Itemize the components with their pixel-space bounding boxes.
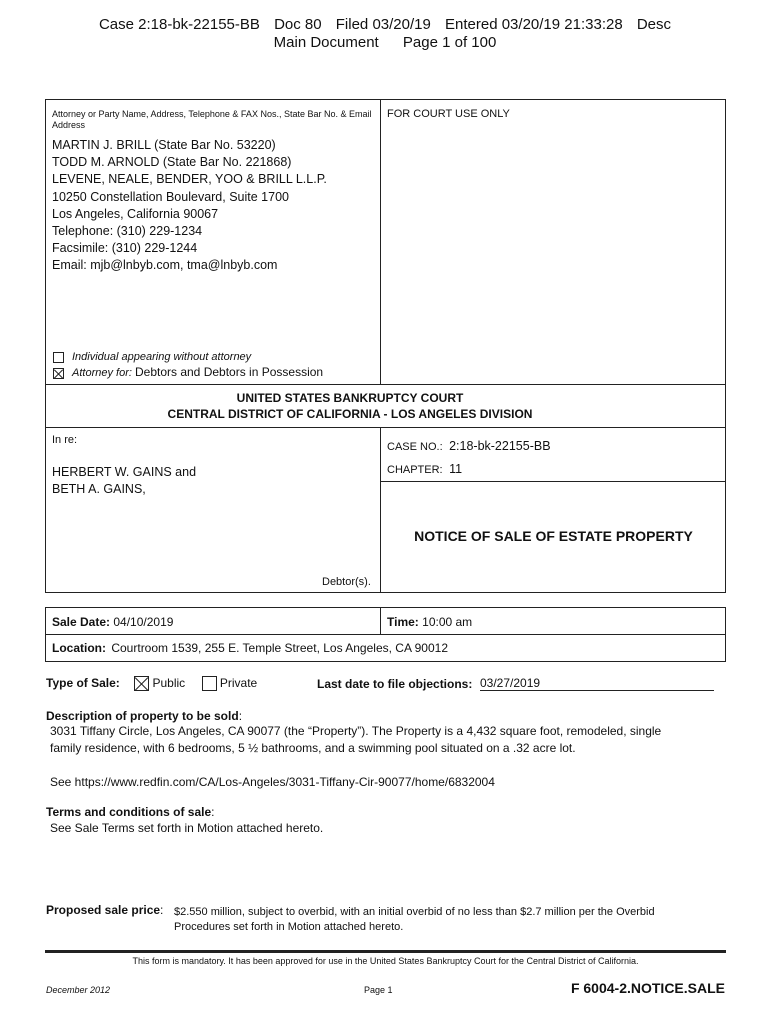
footer-rule — [45, 950, 726, 953]
attorney-line: TODD M. ARNOLD (State Bar No. 221868) — [52, 155, 292, 170]
sale-time-value: 10:00 am — [422, 615, 473, 629]
description-label: Description of property to be sold: — [46, 709, 243, 723]
page-count: Page 1 of 100 — [402, 34, 497, 51]
doc-number: Doc 80 — [274, 16, 322, 33]
page-header — [0, 16, 770, 52]
divider — [380, 481, 726, 482]
objections-date: 03/27/2019 — [480, 676, 714, 691]
attorney-option — [53, 365, 323, 379]
price-line-1: $2.550 million, subject to overbid, with an initial overbid of no less than $2.7 million per the Overbid — [174, 906, 655, 918]
divider — [45, 427, 726, 428]
chapter — [387, 460, 462, 478]
individual-option — [53, 351, 251, 363]
sale-date — [52, 615, 173, 629]
footer-date: December 2012 — [46, 985, 111, 995]
footer-form-number: F 6004-2.NOTICE.SALE — [570, 980, 725, 996]
divider — [380, 99, 381, 384]
location-value: Courtroom 1539, 255 E. Temple Street, Los Angeles, CA 90012 — [111, 641, 448, 655]
desc-label: Desc — [636, 16, 672, 33]
objections-deadline — [317, 677, 472, 691]
type-of-sale-label: Type of Sale: — [46, 676, 120, 690]
private-label: Private — [219, 676, 258, 690]
sale-time — [387, 615, 472, 629]
attorney-line: LEVENE, NEALE, BENDER, YOO & BRILL L.L.P. — [52, 172, 327, 187]
divider — [45, 384, 726, 385]
attorney-info — [52, 137, 377, 275]
terms-label-text: Terms and conditions of sale — [46, 805, 212, 819]
private-checkbox[interactable] — [202, 676, 217, 691]
sale-date-label: Sale Date: — [52, 615, 111, 629]
footer-mandatory: This form is mandatory. It has been approved for use in the United States Bankruptcy Court for the Central District of California. — [132, 956, 639, 966]
notice-title: NOTICE OF SALE OF ESTATE PROPERTY — [414, 528, 693, 544]
filed-date: Filed 03/20/19 — [335, 16, 431, 33]
public-checkbox[interactable] — [134, 676, 149, 691]
court-use-label: FOR COURT USE ONLY — [387, 108, 510, 120]
debtor-line-1: HERBERT W. GAINS and — [52, 465, 197, 479]
objections-label: Last date to file objections: — [317, 677, 473, 691]
sale-date-value: 04/10/2019 — [113, 615, 174, 629]
attorney-line: MARTIN J. BRILL (State Bar No. 53220) — [52, 138, 276, 152]
main-document-label: Main Document — [273, 34, 379, 51]
sale-location — [52, 641, 448, 655]
attorney-for-value: Debtors and Debtors in Possession — [134, 365, 324, 379]
divider — [380, 607, 381, 635]
case-number-header: Case 2:18-bk-22155-BB — [98, 16, 260, 33]
individual-checkbox[interactable] — [53, 352, 64, 363]
case-no-label: CASE NO.: — [387, 441, 443, 453]
price-label: Proposed sale price: — [46, 903, 164, 917]
location-label: Location: — [52, 641, 106, 655]
debtor-names — [52, 464, 196, 498]
footer-page: Page 1 — [364, 985, 393, 995]
attorney-label: Attorney or Party Name, Address, Telephone & FAX Nos., State Bar No. & Email Address — [52, 109, 372, 130]
description-text — [50, 723, 730, 757]
terms-label: Terms and conditions of sale: — [46, 805, 215, 819]
price-line-2: Procedures set forth in Motion attached hereto. — [174, 921, 404, 933]
attorney-line: Los Angeles, California 90067 — [52, 206, 219, 221]
terms-text: See Sale Terms set forth in Motion attached hereto. — [50, 821, 324, 835]
debtor-line-2: BETH A. GAINS, — [52, 482, 146, 496]
court-line-1: UNITED STATES BANKRUPTCY COURT — [236, 391, 464, 405]
divider — [45, 634, 726, 635]
court-line-2: CENTRAL DISTRICT OF CALIFORNIA - LOS ANGELES DIVISION — [167, 407, 533, 421]
attorney-line: 10250 Constellation Boulevard, Suite 1700 — [52, 189, 289, 204]
chapter-value: 11 — [449, 462, 463, 476]
attorney-line: Telephone: (310) 229-1234 — [52, 224, 203, 239]
attorney-line: Facsimile: (310) 229-1244 — [52, 241, 198, 256]
attorney-for-label: Attorney for: — [72, 367, 132, 379]
public-label: Public — [152, 676, 186, 690]
individual-label: Individual appearing without attorney — [72, 351, 252, 363]
attorney-line: Email: mjb@lnbyb.com, tma@lnbyb.com — [52, 258, 278, 273]
case-no-value: 2:18-bk-22155-BB — [449, 439, 551, 453]
description-label-text: Description of property to be sold — [46, 709, 239, 723]
entered-date: Entered 03/20/19 21:33:28 — [445, 16, 623, 33]
price-label-text: Proposed sale price — [46, 903, 161, 917]
type-of-sale — [46, 676, 257, 691]
in-re-label: In re: — [52, 434, 78, 446]
description-line-1: 3031 Tiffany Circle, Los Angeles, CA 90077 (the “Property”). The Property is a 4,432 square foot, remodeled, single — [50, 724, 662, 738]
price-text — [174, 905, 734, 935]
debtors-label: Debtor(s). — [322, 576, 371, 588]
court-name — [45, 390, 655, 422]
attorney-checkbox[interactable] — [53, 368, 64, 379]
description-line-2: family residence, with 6 bedrooms, 5 ½ bathrooms, and a swimming pool situated on a .32 acre lot. — [50, 741, 576, 755]
case-no — [387, 437, 551, 455]
property-link[interactable]: See https://www.redfin.com/CA/Los-Angeles/3031-Tiffany-Cir-90077/home/6832004 — [50, 775, 495, 789]
sale-time-label: Time: — [387, 615, 419, 629]
chapter-label: CHAPTER: — [387, 464, 443, 476]
divider — [380, 427, 381, 593]
